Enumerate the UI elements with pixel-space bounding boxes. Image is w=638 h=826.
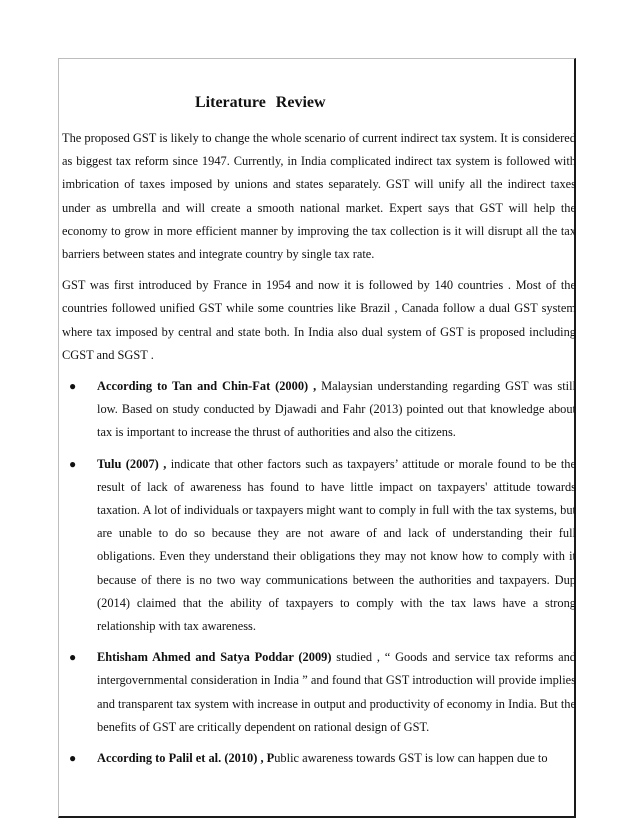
paragraph: The proposed GST is likely to change the whole scenario of current indirect tax system. It is considered as biggest tax reform since 1947. Currently, in India complicated indirect tax system is followed with imbrication of taxes imposed by unions and states separately. GST will unify all the indirect taxes under as umbrella and will create a smooth national market. Expert says that GST will help the economy to grow in more efficient manner by improving the tax collection is it will disrupt all the tax barriers between states and integrate country by single tax rate. <box>62 131 576 262</box>
bullet-lead: Tulu (2007) , <box>97 456 167 471</box>
bullet-lead: Ehtisham Ahmed and Satya Poddar (2009) <box>97 650 332 665</box>
bullet-lead: According to Palil et al. (2010) , P <box>97 751 275 766</box>
bullet-item <box>62 646 576 739</box>
document-body <box>62 93 576 778</box>
bullet-text: ublic awareness towards GST is low can happen due to <box>274 751 548 766</box>
bullet-text: indicate that other factors such as taxpayers’ attitude or morale found to be the result of lack of awareness has found to have little impact on taxpayers' attitude towards taxation. A lot of individuals or taxpayers might want to comply in full with the tax systems, but are unable to do so because they are not aware of and lack of understanding their full obligations. Even they understand their obligations they may not know how to comply with it because of there is no two way communications between the authorities and taxpayers. Dup (2014) claimed that the ability of taxpayers to comply with the tax laws have a strong relationship with tax awareness. <box>97 456 576 634</box>
bullet-list <box>62 375 576 770</box>
bullet-text: studied , “ Goods and service tax reforms and intergovernmental consideration in India ” and found that GST introduction will provide implies and transparent tax system with increase in output and productivity of economy in India. But the benefits of GST are critically dependent on rational design of GST. <box>97 650 576 734</box>
bullet-item <box>62 453 576 639</box>
section-title: Literature Review <box>195 94 326 111</box>
bullet-item <box>62 375 576 445</box>
bullet-lead: According to Tan and Chin-Fat (2000) , <box>97 379 317 394</box>
paragraph: GST was first introduced by France in 1954 and now it is followed by 140 countries . Most of the countries followed unified GST while some countries like Brazil , Canada follow a dual GST system where tax imposed by central and state both. In India also dual system of GST is proposed including CGST and SGST . <box>62 278 576 362</box>
bullet-item <box>62 747 576 770</box>
bullet-text: Malaysian understanding regarding GST was still low. Based on study conducted by Djawadi and Fahr (2013) pointed out that knowledge about tax is important to increase the thrust of authorities and also the citizens. <box>97 379 576 440</box>
